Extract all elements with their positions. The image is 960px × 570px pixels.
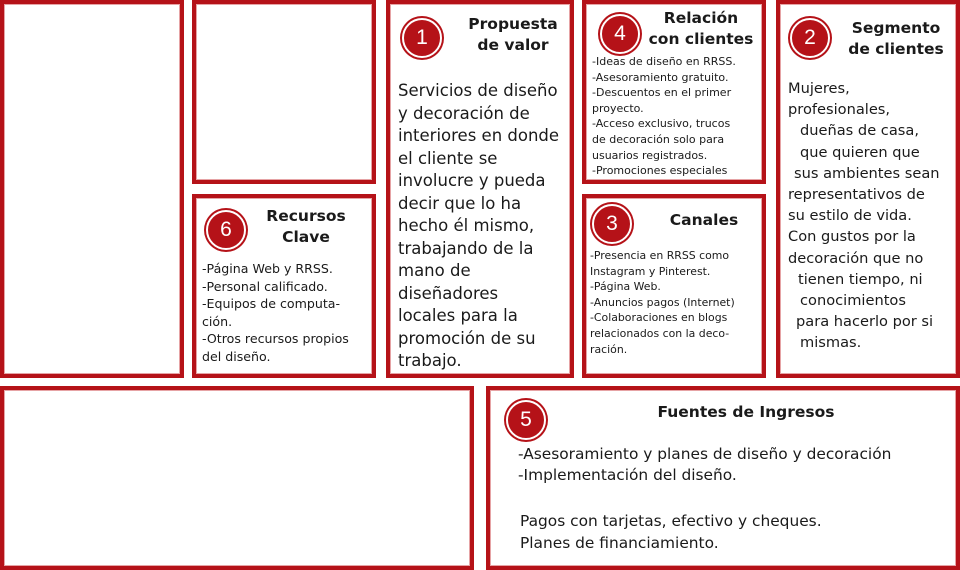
list-item: -Presencia en RRSS como [590, 249, 730, 262]
body-line: profesionales, [788, 101, 891, 119]
item-list [592, 54, 736, 179]
title-line: Propuesta [468, 15, 558, 33]
list-item: -Descuentos en el primer [592, 86, 732, 100]
block-title [656, 210, 752, 231]
body-line: el cliente se [398, 148, 498, 168]
body-line: Con gustos por la [788, 228, 916, 246]
body-line: Servicios de diseño [398, 81, 558, 100]
list-item: usuarios registrados. [592, 148, 708, 162]
number-badge: 5 [506, 400, 546, 440]
body-line: diseñadores [398, 283, 499, 303]
item-list [202, 260, 349, 366]
body-text [398, 80, 559, 373]
title-line: Canales [669, 211, 739, 229]
body-line: trabajando de la [398, 238, 534, 258]
title-line: Recursos [266, 207, 346, 225]
list-item: -Personal calificado. [202, 278, 328, 294]
block-key-resources [192, 194, 376, 378]
title-line: Segmento [851, 19, 941, 37]
block-customer-segments [776, 0, 960, 378]
list-item: -Asesoramiento y planes de diseño y decoración [518, 445, 892, 463]
body-line: hecho él mismo, [398, 216, 535, 235]
list-item: -Asesoramiento gratuito. [592, 70, 729, 84]
list-item: -Colaboraciones en blogs [590, 311, 728, 325]
list-item: -Acceso exclusivo, trucos [592, 117, 731, 131]
body-line: representativos de [788, 186, 925, 204]
payment-list [520, 510, 822, 554]
number-badge: 6 [206, 210, 246, 250]
title-line: Relación [663, 9, 739, 27]
body-line: conocimientos [800, 292, 906, 310]
body-line: decoración que no [788, 249, 924, 267]
body-line: mismas. [800, 334, 862, 352]
list-item: -Implementación del diseño. [518, 466, 737, 484]
number-badge: 1 [402, 18, 442, 58]
block-value-proposition [386, 0, 574, 378]
number-badge: 3 [592, 204, 632, 244]
body-text [788, 78, 940, 354]
list-item: del diseño. [202, 348, 271, 364]
block-revenue-streams [486, 386, 960, 570]
title-line: de valor [477, 36, 549, 54]
number-badge: 4 [600, 14, 640, 54]
body-line: dueñas de casa, [800, 122, 919, 140]
body-line: locales para la [398, 306, 518, 325]
body-line: que quieren que [800, 143, 920, 161]
body-line: interiores en donde [398, 126, 560, 145]
list-item: -Ideas de diseño en RRSS. [592, 55, 736, 68]
title-line: de clientes [848, 40, 944, 58]
body-line: decir que lo ha [398, 193, 522, 213]
block-key-partners [0, 0, 184, 378]
block-title [254, 206, 358, 248]
block-customer-relationships [582, 0, 766, 184]
list-item: Planes de financiamiento. [520, 534, 719, 552]
list-item: Instagram y Pinterest. [590, 264, 711, 278]
item-list [518, 444, 891, 486]
list-item: proyecto. [592, 101, 644, 115]
list-item: Pagos con tarjetas, efectivo y cheques. [520, 512, 822, 530]
body-line: y decoración de [398, 103, 530, 123]
list-item: -Promociones especiales [592, 164, 728, 178]
title-line: con clientes [648, 30, 754, 48]
block-cost-structure [0, 386, 474, 570]
block-title [656, 402, 836, 423]
body-line: sus ambientes sean [794, 164, 940, 182]
list-item: -Equipos de computa- [202, 296, 341, 312]
list-item: -Otros recursos propios [202, 331, 349, 347]
body-line: para hacerlo por si [796, 313, 934, 331]
list-item: relacionados con la deco- [590, 326, 730, 340]
block-title [838, 18, 954, 60]
title-line: Clave [282, 228, 330, 246]
block-channels [582, 194, 766, 378]
body-line: trabajo. [398, 351, 462, 370]
body-line: promoción de su [398, 328, 536, 348]
number-badge: 2 [790, 18, 830, 58]
list-item: -Anuncios pagos (Internet) [590, 295, 735, 309]
list-item: -Página Web y RRSS. [202, 261, 333, 276]
list-item: ción. [202, 313, 233, 329]
title-line: Fuentes de Ingresos [657, 403, 835, 421]
body-line: involucre y pueda [398, 171, 546, 190]
block-title [458, 14, 568, 56]
list-item: ración. [590, 342, 628, 356]
list-item: -Página Web. [590, 280, 661, 294]
item-list [590, 248, 735, 357]
body-line: mano de [398, 261, 471, 280]
list-item: de decoración solo para [592, 132, 725, 146]
block-key-activities [192, 0, 376, 184]
block-title [646, 8, 756, 50]
body-line: su estilo de vida. [788, 207, 912, 225]
body-line: Mujeres, [788, 80, 850, 97]
body-line: tienen tiempo, ni [798, 270, 923, 288]
